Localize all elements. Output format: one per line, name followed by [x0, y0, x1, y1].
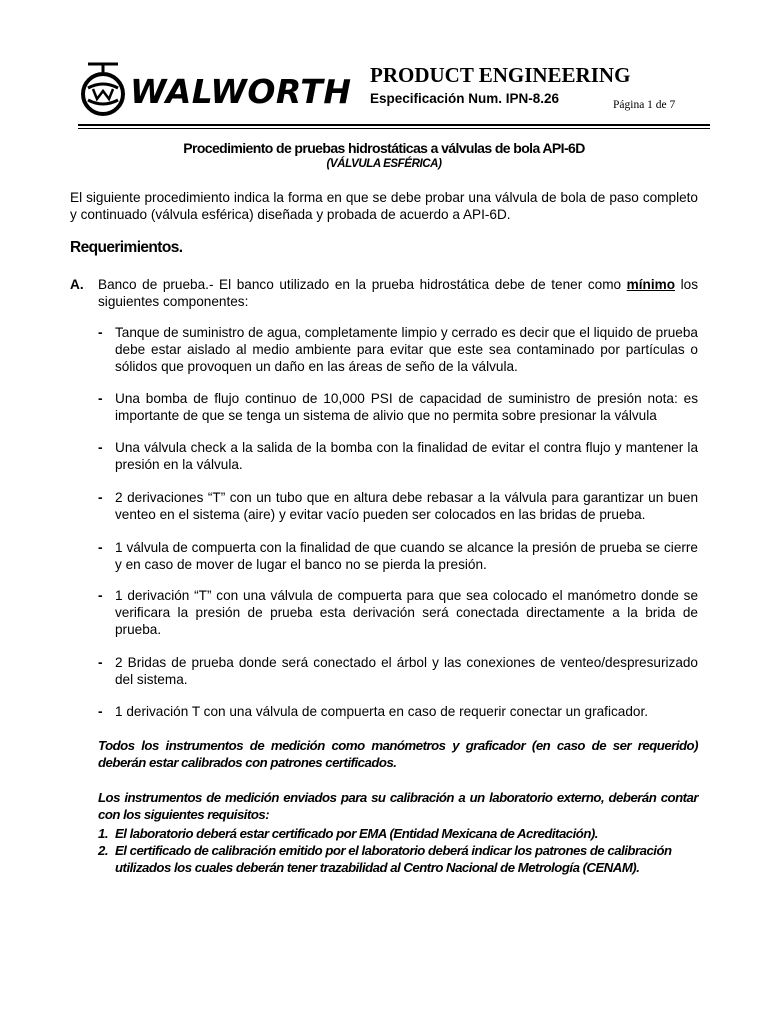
requisite-text: El laboratorio deberá estar certificado por EMA (Entidad Mexicana de Acreditación).: [115, 826, 598, 841]
list-item-text: Una válvula check a la salida de la bomba con la finalidad de evitar el contra flujo y mantener la presión en la válvula.: [115, 440, 698, 472]
spec-number: Especificación Num. IPN-8.26: [370, 91, 560, 106]
requirements-heading: Requerimientos.: [70, 239, 183, 256]
section-a-label: A.: [70, 277, 84, 292]
list-item: [98, 703, 698, 720]
walworth-valve-logo-icon: [78, 58, 128, 122]
note-external-lab: Los instrumentos de medición enviados para su calibración a un laboratorio externo, deberán contar con los siguientes requisitos:: [98, 790, 698, 822]
list-bullet: -: [98, 490, 103, 505]
page-number: Página 1 de 7: [613, 99, 676, 111]
requisite-item: [98, 825, 698, 842]
requisite-number: 2.: [98, 843, 108, 858]
list-item: [98, 587, 698, 638]
list-item-text: Una bomba de flujo continuo de 10,000 PSI de capacidad de suministro de presión nota: es importante de que se tenga un sistema de alivio que no permita sobre presionar la válvula: [115, 391, 698, 423]
intro-paragraph: El siguiente procedimiento indica la forma en que se debe probar una válvula de bola de paso completo y continuado (válvula esférica) diseñada y probada de acuerdo a API-6D.: [70, 190, 698, 222]
list-item: [98, 390, 698, 424]
list-item-text: 1 derivación T con una válvula de compuerta en caso de requerir conectar un graficador.: [115, 704, 648, 719]
section-a-text-after: los siguientes componentes:: [98, 277, 698, 309]
requisite-item: [98, 842, 698, 876]
header-rule-thin: [78, 128, 710, 129]
list-item: [98, 489, 698, 523]
requisite-text: El certificado de calibración emitido por el laboratorio deberá indicar los patrones de calibración utilizados los cuales deberán tener trazabilidad al Centro Nacional de Metrología (CENAM).: [115, 843, 672, 875]
section-a-text-before: Banco de prueba.- El banco utilizado en la prueba hidrostática debe de tener como: [98, 277, 622, 292]
document-subtitle: (VÁLVULA ESFÉRICA): [326, 158, 442, 170]
list-bullet: -: [98, 325, 103, 340]
list-item-text: Tanque de suministro de agua, completamente limpio y cerrado es decir que el liquido de prueba debe estar aislado al medio ambiente para evitar que este sea contaminado por partículas o sólidos que provoquen un daño en las áreas de seño de la válvula.: [115, 325, 698, 374]
list-item-text: 2 Bridas de prueba donde será conectado el árbol y las conexiones de venteo/despresurizado del sistema.: [115, 655, 698, 687]
list-item: [98, 539, 698, 573]
header-title: PRODUCT ENGINEERING: [370, 63, 631, 87]
list-item: [98, 324, 698, 375]
requisite-number: 1.: [98, 826, 108, 841]
note-instruments-calibration: Todos los instrumentos de medición como manómetros y graficador (en caso de ser requerido) deberán estar calibrados con patrones certificados.: [98, 738, 698, 770]
list-bullet: -: [98, 655, 103, 670]
brand-name: WALWORTH: [130, 72, 352, 111]
list-item: [98, 439, 698, 473]
section-a: [70, 276, 698, 310]
section-a-emphasis: mínimo: [626, 277, 676, 292]
header-rule-thick: [78, 124, 710, 126]
list-item-text: 1 derivación “T” con una válvula de compuerta para que sea colocado el manómetro donde se verificara la presión de prueba esta derivación será conectada directamente a la brida de prueba.: [115, 588, 698, 637]
list-item-text: 2 derivaciones “T” con un tubo que en altura debe rebasar a la válvula para garantizar un buen venteo en el sistema (aire) y evitar vacío pueden ser colocados en las bridas de prueba.: [115, 490, 698, 522]
list-item-text: 1 válvula de compuerta con la finalidad de que cuando se alcance la presión de prueba se cierre y en caso de mover de lugar el banco no se pierda la presión.: [115, 540, 698, 572]
list-bullet: -: [98, 588, 103, 603]
document-header: [78, 58, 710, 130]
document-title: Procedimiento de pruebas hidrostáticas a válvulas de bola API-6D: [183, 140, 585, 156]
list-bullet: -: [98, 440, 103, 455]
section-a-text: [98, 276, 698, 310]
list-item: [98, 654, 698, 688]
list-bullet: -: [98, 540, 103, 555]
list-bullet: -: [98, 391, 103, 406]
list-bullet: -: [98, 704, 103, 719]
brand-logo: [78, 58, 368, 122]
